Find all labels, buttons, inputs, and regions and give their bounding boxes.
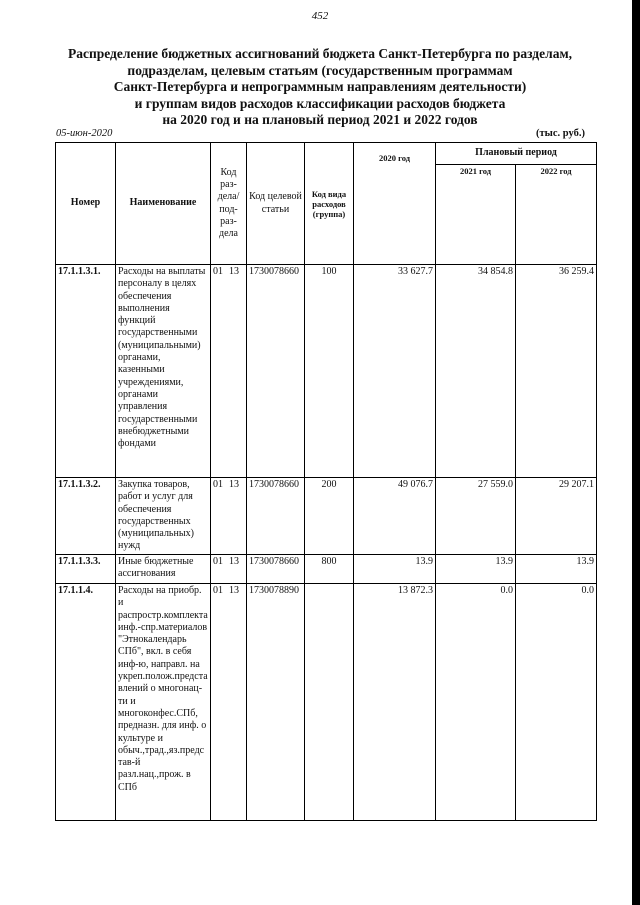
row-2022: 29 207.1 (516, 478, 597, 555)
table-row (56, 584, 597, 821)
header-name: Наименование (116, 143, 211, 265)
row-section-code (211, 265, 247, 478)
subsection: 13 (229, 556, 239, 567)
header-plan-period: Плановый период (436, 143, 597, 165)
section: 01 (213, 585, 223, 596)
header-expense-code: Код вида расходов (группа) (305, 143, 354, 265)
row-name: Расходы на выплаты персоналу в целях обеспечения выполнения функций государственными (муниципальными) органами, казенными учреждениями, органами управления государственными внебюджетными фондами (116, 265, 211, 478)
row-target-code: 1730078890 (247, 584, 305, 821)
header-2020: 2020 год (354, 143, 436, 265)
row-name: Иные бюджетные ассигнования (116, 555, 211, 584)
row-expense-code (305, 584, 354, 821)
subsection: 13 (229, 266, 239, 277)
row-2021: 0.0 (436, 584, 516, 821)
table-row (56, 265, 597, 478)
title-line: на 2020 год и на плановый период 2021 и 2022 годов (162, 112, 478, 127)
section: 01 (213, 556, 223, 567)
row-2020: 49 076.7 (354, 478, 436, 555)
table-row (56, 478, 597, 555)
row-number: 17.1.1.3.3. (56, 555, 116, 584)
row-name: Закупка товаров, работ и услуг для обеспечения государственных (муниципальных) нужд (116, 478, 211, 555)
row-section-code (211, 555, 247, 584)
row-expense-code: 200 (305, 478, 354, 555)
row-expense-code: 800 (305, 555, 354, 584)
row-number: 17.1.1.3.2. (56, 478, 116, 555)
row-2022: 36 259.4 (516, 265, 597, 478)
title-line: Распределение бюджетных ассигнований бюджета Санкт-Петербурга по разделам, (67, 46, 573, 61)
header-number: Номер (56, 143, 116, 265)
header-2022: 2022 год (516, 165, 597, 265)
row-2022: 13.9 (516, 555, 597, 584)
row-target-code: 1730078660 (247, 478, 305, 555)
row-2020: 13.9 (354, 555, 436, 584)
title-line: и группам видов расходов классификации расходов бюджета (134, 95, 506, 111)
units-label: (тыс. руб.) (536, 128, 585, 139)
row-name: Расходы на приобр. и распростр.комплекта инф.-спр.материалов "Этнокалендарь СПб", вкл. в себя инф-ю, направл. на укреп.полож.представлений о многонац-ти и многоконфес.СПб, предназн. для инф. о культуре и обыч.,трад.,яз.представ-й разл.нац.,прож. в СПб (116, 584, 211, 821)
row-2020: 33 627.7 (354, 265, 436, 478)
row-section-code (211, 478, 247, 555)
budget-table (55, 142, 597, 821)
page-number: 452 (311, 10, 329, 22)
header-target-code: Код целевой статьи (247, 143, 305, 265)
title-line: подразделам, целевым статьям (государственным программам (127, 62, 513, 78)
table-row (56, 555, 597, 584)
row-section-code (211, 584, 247, 821)
scan-edge (632, 0, 640, 905)
header-section-code: Код раз- дела/ под- раз- дела (211, 143, 247, 265)
row-number: 17.1.1.3.1. (56, 265, 116, 478)
row-2021: 13.9 (436, 555, 516, 584)
row-number: 17.1.1.4. (56, 584, 116, 821)
row-2021: 34 854.8 (436, 265, 516, 478)
subsection: 13 (229, 585, 239, 596)
header-2021: 2021 год (436, 165, 516, 265)
row-expense-code: 100 (305, 265, 354, 478)
row-2020: 13 872.3 (354, 584, 436, 821)
row-2022: 0.0 (516, 584, 597, 821)
row-target-code: 1730078660 (247, 265, 305, 478)
document-title (40, 46, 600, 129)
row-2021: 27 559.0 (436, 478, 516, 555)
row-target-code: 1730078660 (247, 555, 305, 584)
subsection: 13 (229, 479, 239, 490)
section: 01 (213, 479, 223, 490)
section: 01 (213, 266, 223, 277)
document-date: 05-июн-2020 (56, 128, 113, 139)
title-line: Санкт-Петербурга и непрограммным направлениям деятельности) (113, 79, 527, 94)
